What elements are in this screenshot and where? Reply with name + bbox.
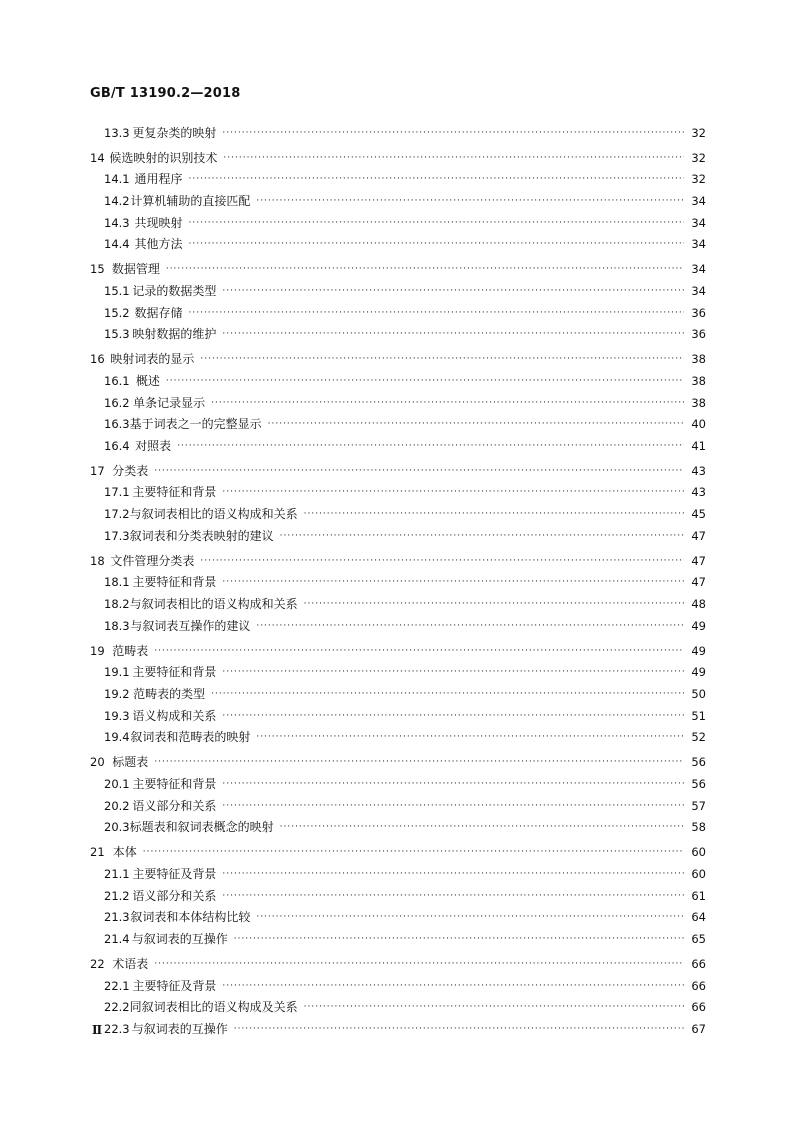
toc-entry-title: 概述 [135, 373, 160, 388]
toc-entry-title: 记录的数据类型 [132, 283, 217, 298]
toc-entry-title: 主要特征和背景 [132, 665, 217, 680]
toc-entry-number: 19.2 [104, 687, 130, 701]
toc-entry[interactable] [90, 143, 706, 165]
toc-entry-page: 61 [691, 888, 706, 903]
toc-leader-dots [304, 597, 684, 611]
toc-entry[interactable] [90, 478, 706, 500]
toc-entry-number: 16.3 [104, 417, 130, 432]
toc-entry-title: 计算机辅助的直接匹配 [130, 193, 251, 208]
toc-entry[interactable] [90, 748, 706, 770]
toc-entry[interactable] [90, 636, 706, 658]
toc-entry-number: 22 [90, 956, 105, 971]
toc-leader-dots [189, 237, 685, 251]
toc-entry[interactable] [90, 611, 706, 633]
toc-entry-number: 21.1 [104, 866, 130, 881]
toc-entry[interactable] [90, 903, 706, 925]
toc-entry[interactable] [90, 276, 706, 298]
toc-entry[interactable] [90, 568, 706, 590]
toc-entry-page: 41 [691, 438, 706, 453]
toc-entry-number: 18.2 [104, 597, 130, 612]
toc-entry-page: 57 [691, 798, 706, 813]
toc-leader-dots [177, 439, 684, 453]
toc-entry[interactable] [90, 679, 706, 701]
toc-entry-number: 20.1 [104, 776, 130, 791]
toc-leader-dots [280, 820, 684, 834]
toc-entry[interactable] [90, 658, 706, 680]
toc-entry-title: 主要特征和背景 [132, 485, 217, 500]
toc-leader-dots [211, 687, 684, 701]
toc-entry-page: 49 [691, 665, 706, 680]
toc-entry-page: 67 [691, 1021, 706, 1036]
toc-entry-page: 65 [691, 931, 706, 946]
toc-entry-page: 58 [691, 820, 706, 835]
toc-entry[interactable] [90, 924, 706, 946]
toc-entry-page: 51 [691, 708, 706, 723]
toc-entry-title: 同叙词表相比的语义构成及关系 [129, 1000, 298, 1015]
toc-leader-dots [256, 194, 684, 208]
toc-entry-number: 19 [90, 643, 105, 658]
toc-entry-page: 50 [691, 687, 706, 701]
toc-entry-number: 20 [90, 755, 105, 770]
toc-entry-page: 38 [691, 373, 706, 388]
toc-leader-dots [256, 910, 684, 924]
toc-leader-dots [166, 262, 684, 276]
toc-entry-number: 15.3 [104, 327, 130, 342]
toc-entry-number: 17.2 [104, 507, 130, 522]
toc-entry-page: 34 [691, 262, 706, 277]
toc-entry-title: 主要特征和背景 [132, 575, 217, 590]
toc-leader-dots [222, 889, 684, 903]
toc-leader-dots [222, 777, 684, 791]
toc-entry-number: 15.1 [104, 283, 130, 298]
toc-entry[interactable] [90, 838, 706, 860]
toc-entry-number: 13.3 [104, 125, 130, 140]
toc-leader-dots [222, 799, 684, 813]
toc-entry-number: 17.1 [104, 485, 130, 500]
toc-entry[interactable] [90, 521, 706, 543]
toc-entry[interactable] [90, 971, 706, 993]
toc-entry-title: 语义构成和关系 [132, 708, 217, 723]
standard-code-header: GB/T 13190.2—2018 [90, 86, 241, 101]
toc-entry-title: 叙词表和本体结构比较 [130, 910, 251, 925]
toc-entry[interactable] [90, 186, 706, 208]
toc-leader-dots [222, 284, 684, 298]
toc-entry-number: 20.3 [104, 820, 130, 835]
toc-entry-title: 与叙词表相比的语义构成和关系 [129, 597, 298, 612]
toc-entry-page: 34 [691, 237, 706, 252]
toc-entry-title: 语义部分和关系 [132, 798, 217, 813]
toc-entry-number: 16.2 [104, 395, 130, 410]
toc-entry[interactable] [90, 456, 706, 478]
toc-entry-number: 22.3 [104, 1021, 130, 1036]
toc-entry-page: 47 [691, 575, 706, 590]
toc-entry-number: 18.3 [104, 618, 130, 633]
toc-entry[interactable] [90, 208, 706, 230]
toc-entry[interactable] [90, 589, 706, 611]
toc-entry-page: 38 [691, 395, 706, 410]
toc-entry[interactable] [90, 791, 706, 813]
toc-entry[interactable] [90, 1014, 706, 1036]
toc-leader-dots [222, 327, 684, 341]
toc-entry-page: 47 [691, 553, 706, 568]
toc-entry[interactable] [90, 546, 706, 568]
toc-entry-title: 候选映射的识别技术 [109, 150, 218, 165]
toc-entry-page: 32 [691, 125, 706, 140]
toc-entry-title: 数据管理 [111, 262, 160, 277]
page-number-roman: Ⅱ [92, 1023, 103, 1037]
toc-entry-number: 19.4 [104, 730, 130, 745]
toc-entry[interactable] [90, 499, 706, 521]
toc-entry-number: 18 [90, 553, 105, 568]
toc-entry-page: 60 [691, 866, 706, 881]
toc-entry-number: 21.3 [104, 910, 130, 925]
toc-entry-number: 14 [90, 150, 105, 165]
toc-entry-number: 22.2 [104, 1000, 130, 1015]
toc-entry-page: 43 [691, 463, 706, 478]
toc-leader-dots [222, 665, 684, 679]
toc-leader-dots [222, 709, 684, 723]
toc-leader-dots [222, 126, 684, 140]
toc-leader-dots [280, 529, 684, 543]
toc-entry-title: 本体 [112, 845, 137, 860]
toc-entry-page: 49 [691, 618, 706, 633]
toc-entry-title: 分类表 [112, 463, 149, 478]
toc-entry[interactable] [90, 255, 706, 277]
toc-leader-dots [222, 867, 684, 881]
toc-entry-page: 34 [691, 193, 706, 208]
toc-entry-title: 其他方法 [134, 237, 183, 252]
toc-entry-page: 36 [691, 327, 706, 342]
toc-leader-dots [189, 216, 685, 230]
toc-entry-title: 数据存储 [134, 305, 183, 320]
toc-entry[interactable] [90, 859, 706, 881]
toc-entry[interactable] [90, 410, 706, 432]
toc-entry-number: 19.1 [104, 665, 130, 680]
toc-entry[interactable] [90, 723, 706, 745]
toc-entry-number: 14.1 [104, 172, 130, 187]
toc-leader-dots [222, 575, 684, 589]
toc-leader-dots [304, 1000, 684, 1014]
toc-entry-number: 22.1 [104, 978, 130, 993]
toc-entry[interactable] [90, 388, 706, 410]
toc-entry-title: 叙词表和分类表映射的建议 [129, 528, 274, 543]
toc-entry-page: 32 [691, 150, 706, 165]
toc-entry-number: 16.1 [104, 373, 130, 388]
toc-entry-number: 15.2 [104, 305, 130, 320]
toc-entry[interactable] [90, 813, 706, 835]
toc-entry-page: 34 [691, 215, 706, 230]
toc-entry-number: 17 [90, 463, 105, 478]
toc-entry-number: 14.2 [104, 193, 130, 208]
toc-entry-number: 14.3 [104, 215, 130, 230]
toc-entry-title: 范畴表的类型 [133, 687, 206, 701]
toc-entry-page: 38 [691, 352, 706, 367]
toc-leader-dots [200, 352, 684, 366]
toc-entry-page: 47 [691, 528, 706, 543]
toc-entry-title: 与叙词表的互操作 [131, 1021, 228, 1036]
toc-leader-dots [234, 1022, 684, 1036]
toc-entry-title: 通用程序 [134, 172, 183, 187]
toc-entry-number: 16.4 [104, 438, 130, 453]
toc-entry[interactable] [90, 769, 706, 791]
toc-entry-title: 主要特征及背景 [132, 978, 217, 993]
toc-entry-title: 主要特征和背景 [132, 776, 217, 791]
toc-entry-page: 66 [691, 1000, 706, 1015]
toc-entry[interactable] [90, 298, 706, 320]
toc-entry-title: 映射数据的维护 [132, 327, 217, 342]
toc-entry-page: 52 [691, 730, 706, 745]
toc-entry-title: 语义部分和关系 [132, 888, 217, 903]
toc-entry-title: 叙词表和范畴表的映射 [130, 730, 251, 745]
toc-entry-number: 21 [90, 845, 105, 860]
toc-entry-title: 文件管理分类表 [110, 553, 195, 568]
toc-leader-dots [222, 979, 684, 993]
toc-entry-number: 18.1 [104, 575, 130, 590]
toc-leader-dots [200, 554, 684, 568]
toc-entry-title: 映射词表的显示 [110, 352, 195, 367]
toc-leader-dots [304, 507, 684, 521]
toc-entry-page: 66 [691, 978, 706, 993]
toc-leader-dots [189, 306, 685, 320]
toc-entry-title: 共现映射 [134, 215, 183, 230]
toc-entry-number: 19.3 [104, 708, 130, 723]
toc-entry-title: 术语表 [112, 956, 149, 971]
toc-entry-title: 对照表 [135, 438, 172, 453]
toc-leader-dots [223, 151, 684, 165]
toc-entry-page: 66 [691, 956, 706, 971]
toc-entry[interactable] [90, 320, 706, 342]
toc-leader-dots [143, 845, 684, 859]
toc-entry-title: 标题表和叙词表概念的映射 [129, 820, 274, 835]
toc-entry-page: 32 [691, 172, 706, 187]
toc-leader-dots [154, 957, 684, 971]
toc-entry[interactable] [90, 366, 706, 388]
toc-leader-dots [211, 396, 684, 410]
toc-entry-title: 与叙词表相比的语义构成和关系 [129, 507, 298, 522]
toc-entry-page: 43 [691, 485, 706, 500]
toc-entry-page: 36 [691, 305, 706, 320]
toc-leader-dots [234, 932, 684, 946]
toc-entry-title: 与叙词表的互操作 [131, 931, 228, 946]
toc-entry-page: 64 [691, 910, 706, 925]
toc-leader-dots [256, 619, 684, 633]
toc-entry-number: 16 [90, 352, 105, 367]
toc-entry[interactable] [90, 881, 706, 903]
toc-entry-number: 17.3 [104, 528, 130, 543]
toc-entry-number: 15 [90, 262, 105, 277]
toc-entry-title: 单条记录显示 [133, 395, 206, 410]
toc-entry[interactable] [90, 165, 706, 187]
toc-leader-dots [154, 464, 684, 478]
toc-entry[interactable] [90, 949, 706, 971]
toc-entry-title: 基于词表之一的完整显示 [129, 417, 262, 432]
toc-entry-page: 45 [691, 507, 706, 522]
toc-entry-page: 56 [691, 776, 706, 791]
toc-entry-page: 34 [691, 283, 706, 298]
toc-entry[interactable] [90, 230, 706, 252]
toc-leader-dots [256, 730, 684, 744]
toc-entry-page: 48 [691, 597, 706, 612]
toc-leader-dots [166, 374, 684, 388]
toc-entry-number: 20.2 [104, 798, 130, 813]
toc-entry-page: 60 [691, 845, 706, 860]
toc-entry-page: 49 [691, 643, 706, 658]
toc-entry[interactable] [90, 345, 706, 367]
toc-entry-number: 21.4 [104, 931, 130, 946]
toc-entry-title: 标题表 [112, 755, 149, 770]
toc-entry-page: 56 [691, 755, 706, 770]
toc-entry-page: 40 [691, 417, 706, 432]
toc-leader-dots [154, 644, 684, 658]
toc-leader-dots [268, 417, 684, 431]
toc-entry-number: 21.2 [104, 888, 130, 903]
toc-entry-title: 范畴表 [112, 643, 149, 658]
toc-entry[interactable] [90, 993, 706, 1015]
toc-entry[interactable] [90, 118, 706, 140]
toc-entry-title: 与叙词表互操作的建议 [130, 618, 251, 633]
toc-entry-title: 更复杂类的映射 [132, 125, 217, 140]
toc-leader-dots [154, 755, 684, 769]
toc-leader-dots [222, 485, 684, 499]
toc-entry-title: 主要特征及背景 [132, 866, 217, 881]
toc-entry[interactable] [90, 701, 706, 723]
toc-leader-dots [189, 172, 685, 186]
toc-entry[interactable] [90, 431, 706, 453]
toc-entry-number: 14.4 [104, 237, 130, 252]
table-of-contents [90, 118, 706, 1036]
